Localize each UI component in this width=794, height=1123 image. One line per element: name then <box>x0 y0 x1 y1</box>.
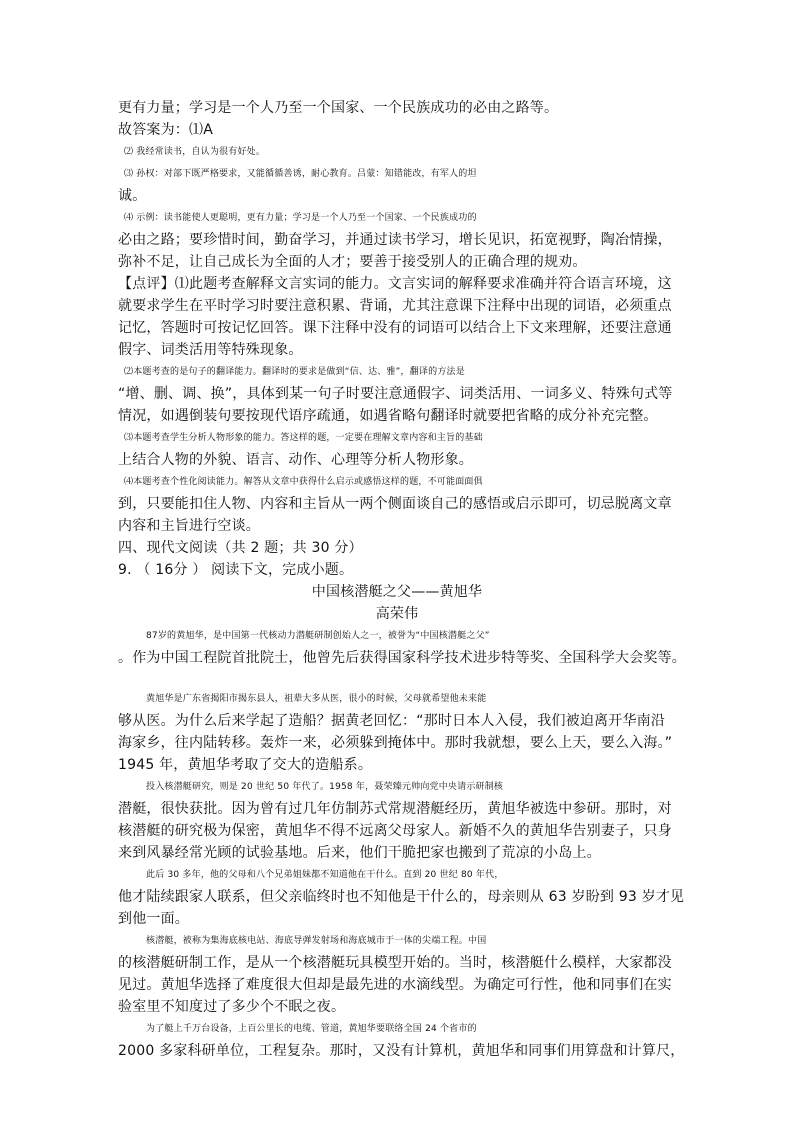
text-line: 的核潜艇研制工作，是从一个核潜艇玩具模型开始的。当时，核潜艇什么模样，大家都没 <box>118 955 672 971</box>
text-line: ⑶ 孙权：对部下既严格要求，又能循循善诱，耐心教育。吕蒙：知错能改，有军人的坦 <box>124 169 477 179</box>
text-line: 见过。黄旭华选择了难度很大但却是最先进的水滴线型。为确定可行性，他和同事们在实 <box>118 977 672 993</box>
text-line: 。作为中国工程院首批院士，他曾先后获得国家科学技术进步特等奖、全国科学大会奖等。 <box>118 650 686 666</box>
question-heading: 9. （ 16分 ） 阅读下文，完成小题。 <box>118 562 354 578</box>
text-line: 为了艇上千万台设备，上百公里长的电缆、管道，黄旭华要联络全国 24 个省市的 <box>146 1024 477 1034</box>
text-line: 此后 30 多年，他的父母和八个兄弟姐妹都不知道他在干什么。直到 20 世纪 80 年代， <box>146 870 504 880</box>
text-line: 到他一面。 <box>118 911 189 927</box>
text-line: 记忆，答题时可按记忆回答。课下注释中没有的词语可以结合上下文来理解，还要注意通 <box>118 320 672 336</box>
text-line: 弥补不足，让自己成长为全面的人才；要善于接受别人的正确合理的规劝。 <box>118 254 587 270</box>
text-line: ⑶本题考查学生分析人物形象的能力。答这样的题，一定要在理解文章内容和主旨的基础 <box>124 433 483 443</box>
text-line: 内容和主旨进行空谈。 <box>118 518 260 534</box>
text-line: 更有力量；学习是一个人乃至一个国家、一个民族成功的必由之路等。 <box>118 100 559 116</box>
text-line: 核潜艇，被称为集海底核电站、海底导弹发射场和海底城市于一体的尖端工程。中国 <box>146 936 487 946</box>
text-line: 够从医。为什么后来学起了造船？据黄老回忆：“那时日本人入侵，我们被迫离开华南沿 <box>118 713 666 729</box>
text-line: 就要求学生在平时学习时要注意积累、背诵，尤其注意课下注释中出现的词语，必须重点 <box>118 298 672 314</box>
text-line: 诚。 <box>118 188 147 204</box>
text-line: 潜艇，很快获批。因为曾有过几年仿制苏式常规潜艇经历，黄旭华被选中参研。那时，对 <box>118 801 672 817</box>
text-line: 核潜艇的研究极为保密，黄旭华不得不远离父母家人。新婚不久的黄旭华告别妻子，只身 <box>118 823 672 839</box>
article-author: 高荣伟 <box>375 606 419 622</box>
comment-heading-line: 【点评】⑴此题考查解释文言实词的能力。文言实词的解释要求准确并符合语言环境，这 <box>118 276 672 292</box>
text-line: 故答案为：⑴A <box>118 122 213 138</box>
text-line: 必由之路；要珍惜时间，勤奋学习，并通过读书学习，增长见识，拓宽视野，陶冶情操， <box>118 232 672 248</box>
text-line: 他才陆续跟家人联系，但父亲临终时也不知他是干什么的，母亲则从 63 岁盼到 93 岁才见 <box>118 889 685 905</box>
text-line: 到，只要能扣住人物、内容和主旨从一两个侧面谈自己的感悟或启示即可，切忌脱离文章 <box>118 496 672 512</box>
text-line: 投入核潜艇研究，则是 20 世纪 50 年代了。1958 年，聂荣臻元帅向党中央请示研制核 <box>146 782 504 792</box>
text-line: ⑵ 我经常读书，自认为很有好处。 <box>124 147 266 157</box>
text-line: 87岁的黄旭华，是中国第一代核动力潜艇研制创始人之一，被誉为“中国核潜艇之父” <box>146 631 490 641</box>
text-line: 验室里不知度过了多少个不眠之夜。 <box>118 999 346 1015</box>
text-line: 来到风暴经常光顾的试验基地。后来，他们干脆把家也搬到了荒凉的小岛上。 <box>118 845 601 861</box>
text-line: 2000 多家科研单位，工程复杂。那时，又没有计算机，黄旭华和同事们用算盘和计算尺， <box>118 1043 685 1059</box>
text-line: 黄旭华是广东省揭阳市揭东县人，祖辈大多从医，很小的时候，父母就希望他未来能 <box>146 694 487 704</box>
text-line: 假字、词类活用等特殊现象。 <box>118 342 303 358</box>
text-line: 1945 年，黄旭华考取了交大的造船系。 <box>118 757 373 773</box>
text-line: ⑵本题考查的是句子的翻译能力。翻译时的要求是做到“信、达、雅”，翻译的方法是 <box>124 367 465 377</box>
text-line: ⑷本题考查个性化阅读能力。解答从文章中获得什么启示或感悟这样的题，不可能面面俱 <box>124 477 483 487</box>
section-heading: 四、现代文阅读（共 2 题；共 30 分） <box>118 540 363 556</box>
article-title: 中国核潜艇之父——黄旭华 <box>311 584 483 600</box>
text-line: ⑷ 示例：读书能使人更聪明，更有力量；学习是一个人乃至一个国家、一个民族成功的 <box>124 213 477 223</box>
text-line: “增、删、调、换”，具体到某一句子时要注意通假字、词类活用、一词多义、特殊句式等 <box>118 386 673 402</box>
text-line: 上结合人物的外貌、语言、动作、心理等分析人物形象。 <box>118 452 473 468</box>
text-line: 海家乡，往内陆转移。轰炸一来，必须躲到掩体中。那时我就想，要么上天，要么入海。” <box>118 735 673 751</box>
text-line: 情况，如遇倒装句要按现代语序疏通，如遇省略句翻译时就要把省略的成分补充完整。 <box>118 408 658 424</box>
